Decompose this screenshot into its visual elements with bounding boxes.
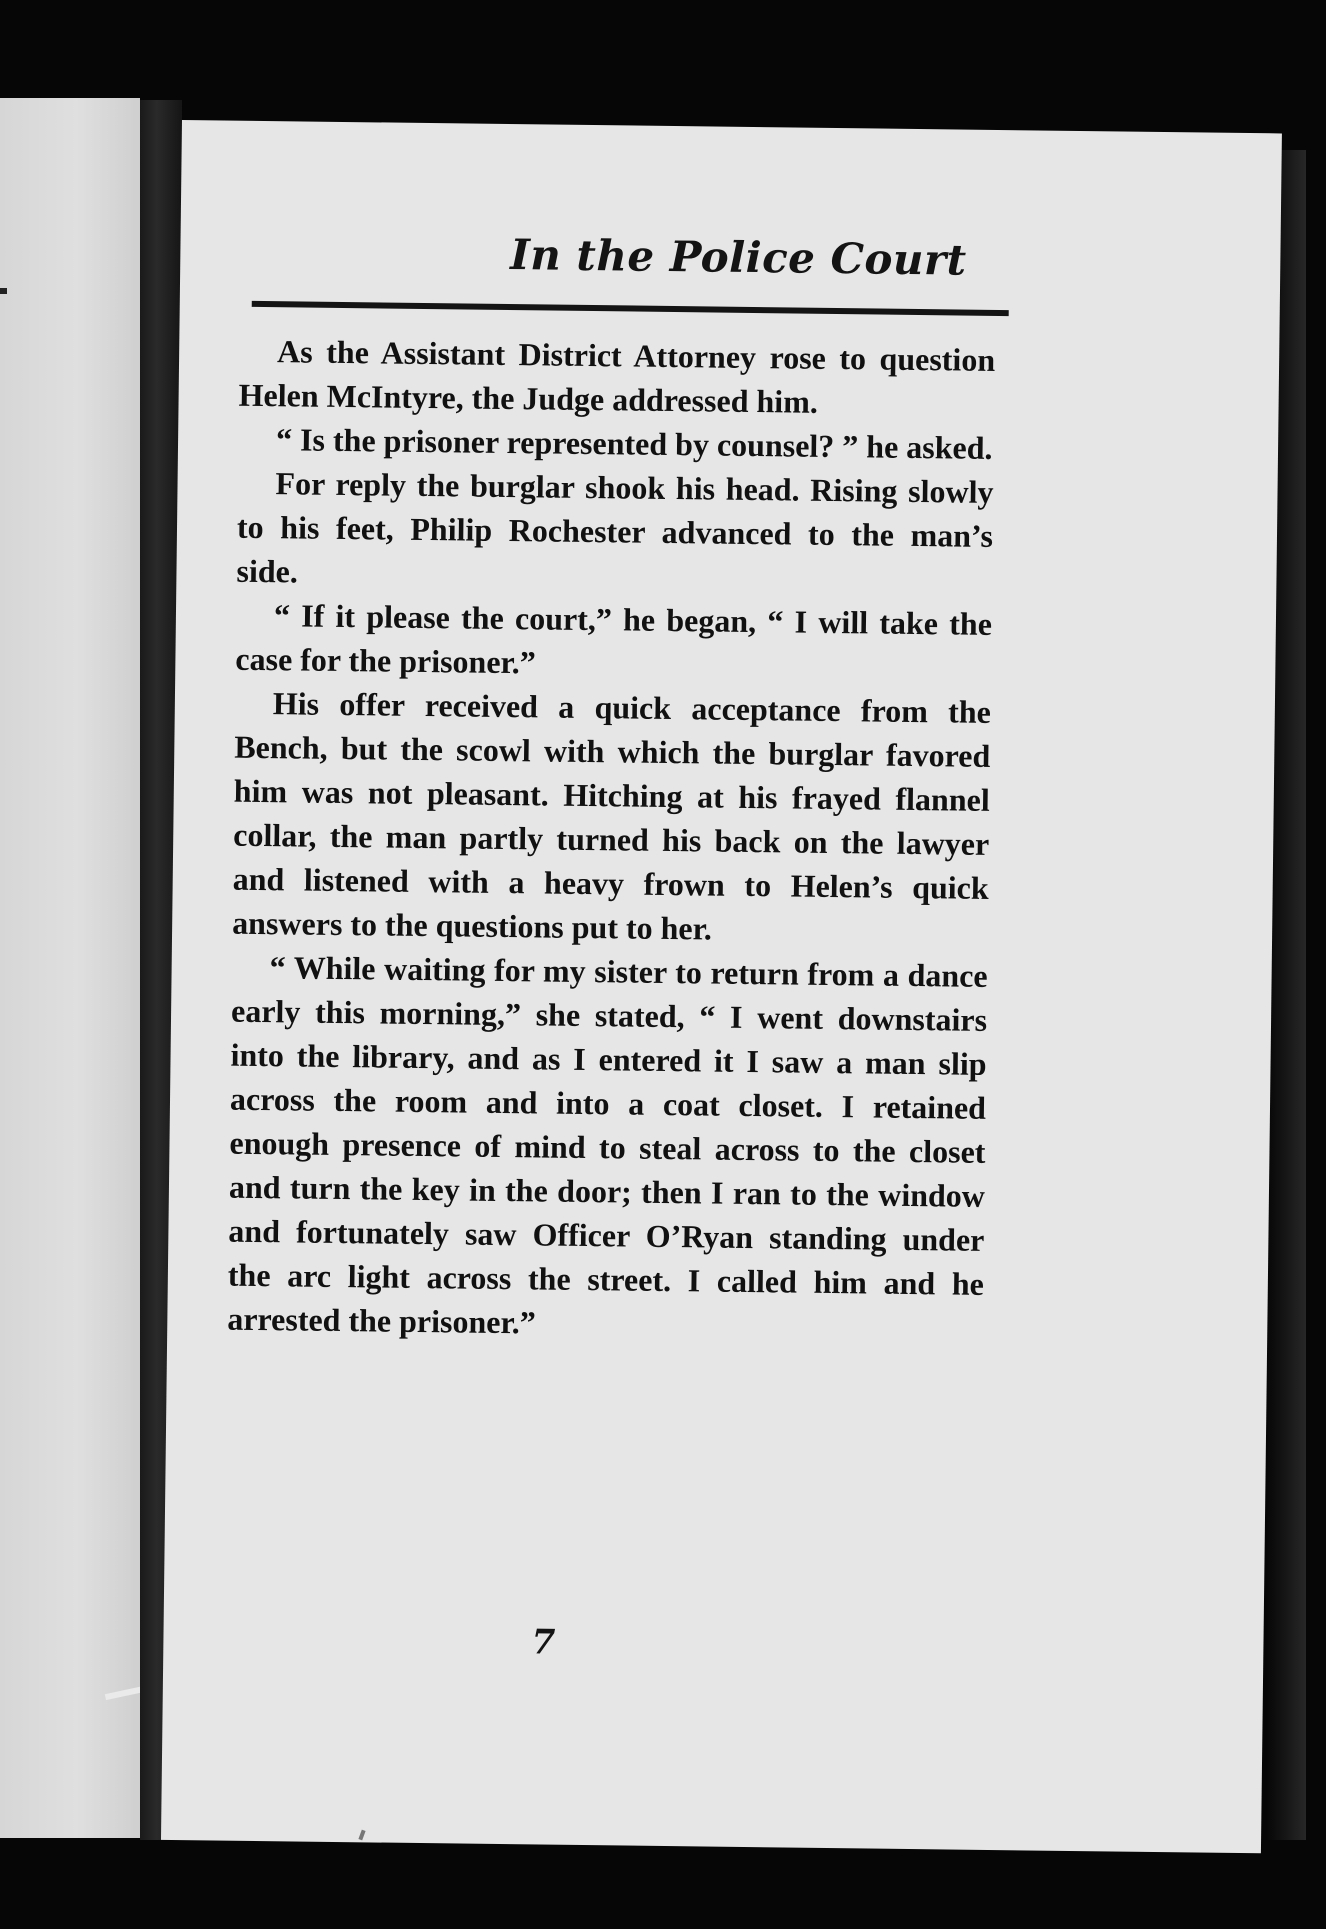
margin-speck bbox=[0, 288, 7, 294]
page-number: 7 bbox=[531, 1622, 556, 1663]
book-page bbox=[161, 120, 1282, 1853]
paragraph: “ Is the prisoner represented by counsel? ” he asked. bbox=[275, 421, 993, 466]
running-head: In the Police Court bbox=[509, 230, 967, 285]
paragraph: “ If it please the court,” he began, “ I will take the case for the prisoner.” bbox=[235, 597, 993, 681]
paragraph: For reply the burglar shook his head. Rising slowly to his feet, Philip Rochester advanced to the man’s side. bbox=[236, 465, 994, 590]
facing-page-edge bbox=[0, 98, 140, 1838]
header-rule bbox=[252, 301, 1009, 316]
paragraph: “ While waiting for my sister to return from a dance early this morning,” she stated, “ I went downstairs into the library, and as I entered it I saw a man slip across the room and into a coat closet. I retained enough presence of mind to steal across to the closet and turn the key in the door; then I ran to the window and fortunately saw Officer O’Ryan standing under the arc light across the street. I called him and he arrested the prisoner.” bbox=[227, 949, 988, 1341]
paragraph: His offer received a quick acceptance from the Bench, but the scowl with which the burglar favored him was not pleasant. Hitching at his frayed flannel collar, the man partly turned his back on the lawyer and listened with a heavy frown to Helen’s quick answers to the questions put to her. bbox=[231, 685, 992, 947]
paragraph: As the Assistant District Attorney rose to question Helen McIntyre, the Judge addressed him. bbox=[238, 333, 996, 420]
body-text bbox=[227, 329, 995, 1350]
